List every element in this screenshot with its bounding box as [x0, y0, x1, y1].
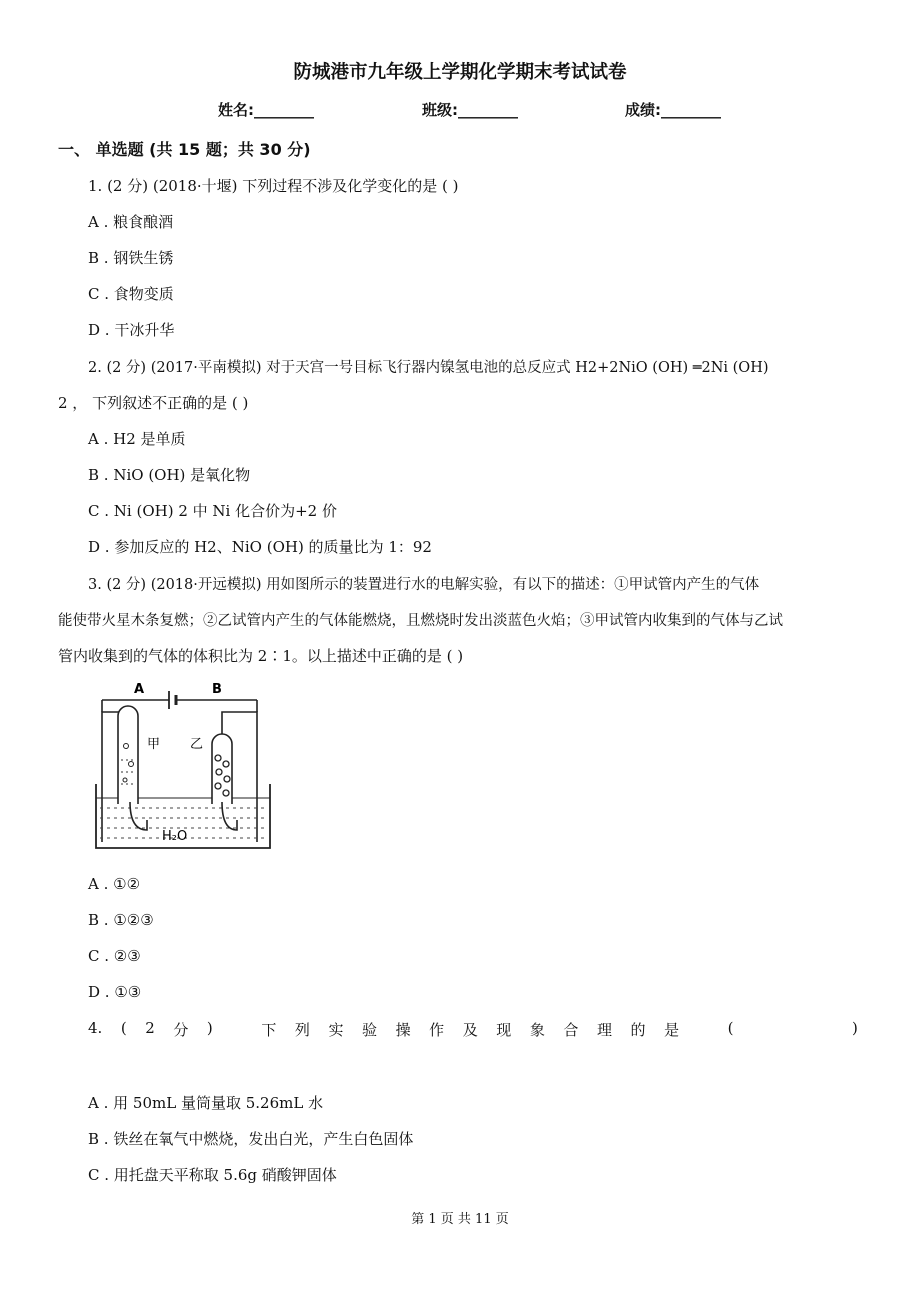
score-field-label: 成绩:________	[625, 101, 721, 119]
question-1-option-b: B . 钢铁生锈	[88, 249, 174, 267]
q4-token: 实	[328, 1021, 344, 1039]
q4-token: 作	[429, 1021, 445, 1039]
q4-token: 分	[173, 1021, 189, 1039]
question-1-option-a: A . 粮食酿酒	[88, 213, 174, 231]
question-2-option-d: D . 参加反应的 H2、NiO (OH) 的质量比为 1：92	[88, 538, 432, 556]
question-3-option-a: A . ①②	[88, 875, 141, 893]
q4-token: 操	[395, 1021, 411, 1039]
section-heading: 一、 单选题 (共 15 题；共 30 分)	[58, 140, 311, 159]
q4-token: 4.	[88, 1019, 103, 1037]
question-2-stem-line2: 2 ， 下列叙述不正确的是 ( )	[58, 394, 249, 412]
q4-token: 理	[596, 1021, 612, 1039]
q4-token: (	[727, 1019, 734, 1037]
label-jia: 甲	[147, 737, 161, 752]
question-1-option-c: C . 食物变质	[88, 285, 174, 303]
q4-token: )	[852, 1019, 858, 1037]
question-3-option-d: D . ①③	[88, 983, 142, 1001]
label-b: B	[212, 682, 222, 697]
q4-token: 是	[664, 1021, 680, 1039]
question-3-option-b: B . ①②③	[88, 911, 154, 929]
label-a: A	[134, 682, 145, 697]
page-footer: 第 1 页 共 11 页	[411, 1212, 509, 1227]
q4-token: 及	[462, 1021, 478, 1039]
question-2-option-c: C . Ni (OH) 2 中 Ni 化合价为+2 价	[88, 502, 337, 520]
test-tube-jia	[118, 706, 138, 804]
q4-token: 现	[496, 1021, 512, 1039]
question-3-option-c: C . ②③	[88, 947, 141, 965]
label-water: H₂O	[162, 829, 188, 844]
q4-token: 2	[145, 1019, 155, 1037]
label-yi: 乙	[190, 737, 204, 752]
question-3-stem-line3: 管内收集到的气体的体积比为 2∶1。以上描述中正确的是 ( )	[58, 647, 464, 665]
question-3-stem-line2: 能使带火星木条复燃；②乙试管内产生的气体能燃烧，且燃烧时发出淡蓝色火焰；③甲试管内收集到的气体与乙试	[58, 613, 783, 629]
q4-token: (	[120, 1019, 127, 1037]
question-1-stem: 1. (2 分) (2018·十堰) 下列过程不涉及化学变化的是 ( )	[88, 177, 459, 195]
q4-token: )	[206, 1019, 213, 1037]
question-4-option-b: B . 铁丝在氧气中燃烧，发出白光，产生白色固体	[88, 1130, 414, 1148]
question-2-option-b: B . NiO (OH) 是氧化物	[88, 466, 251, 484]
question-2-option-a: A . H2 是单质	[88, 430, 186, 448]
question-2-stem-line1: 2. (2 分) (2017·平南模拟) 对于天宫一号目标飞行器内镍氢电池的总反应式 H2+2NiO (OH) ═2Ni (OH)	[88, 360, 769, 376]
question-1-option-d: D . 干冰升华	[88, 321, 175, 339]
q4-token: 列	[294, 1021, 310, 1039]
question-3-stem-line1: 3. (2 分) (2018·开远模拟) 用如图所示的装置进行水的电解实验，有以下的描述：①甲试管内产生的气体	[88, 577, 760, 593]
battery-icon	[169, 691, 176, 709]
question-4-stem	[88, 1019, 858, 1040]
test-tube-yi	[212, 734, 232, 804]
class-field-label: 班级:________	[422, 101, 518, 119]
electrolysis-apparatus-figure	[92, 680, 277, 855]
q4-token: 下	[261, 1021, 277, 1039]
q4-token: 的	[630, 1021, 646, 1039]
q4-token: 验	[362, 1021, 378, 1039]
question-4-option-a: A . 用 50mL 量筒量取 5.26mL 水	[88, 1094, 324, 1112]
question-4-option-c: C . 用托盘天平称取 5.6g 硝酸钾固体	[88, 1166, 337, 1184]
page-title: 防城港市九年级上学期化学期末考试试卷	[293, 62, 627, 83]
q4-token: 象	[529, 1021, 545, 1039]
q4-token: 合	[563, 1021, 579, 1039]
name-field-label: 姓名:________	[218, 101, 314, 119]
